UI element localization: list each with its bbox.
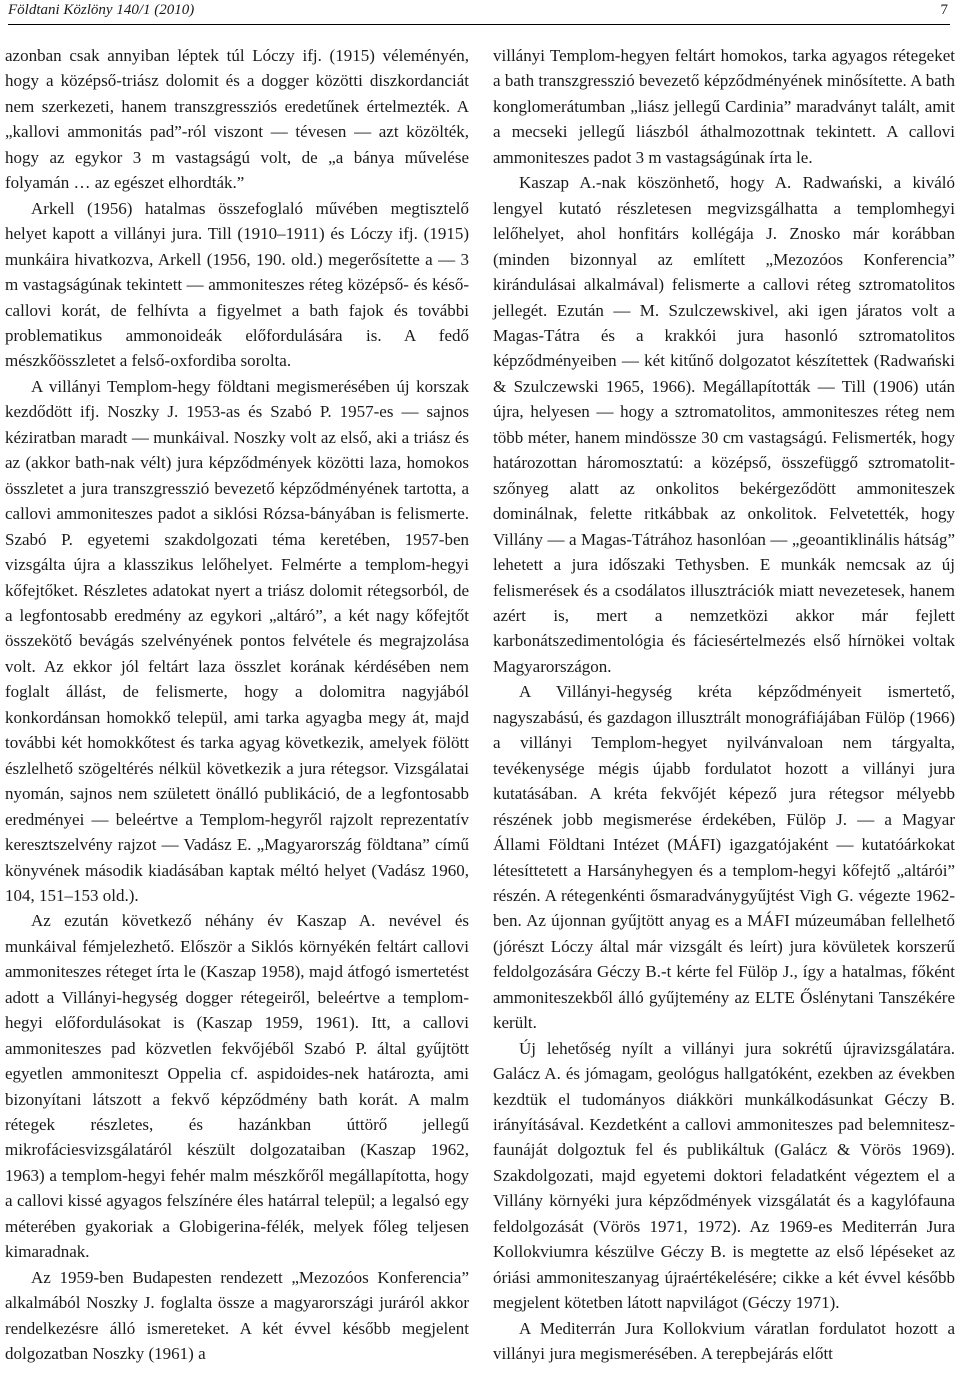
page-header: [8, 2, 950, 25]
left-paragraph-4: Az ezután következő néhány év Kaszap A. nevével és munkáival fémjelezhető. Először a Siklós környékén feltárt callovi ammoniteszes réteget írta le (Kaszap 1958), majd átfogó ismertetést adott a Villányi-hegység dogger rétegeiről, beleértve a templom-hegyi előfordulásokat is (Kaszap 1959, 1961). Itt, a callovi ammoniteszes pad közvetlen fekvőjéből Szabó P. által gyűjtött egyetlen ammoniteszt Oppelia cf. aspidoides-nek határozta, ami bizonyítani látszott a fekvő képződmény bath korát. A malm rétegek részletes, és hazánkban úttörő jellegű mikrofáciesvizsgálatáról készült dolgozataiban (Kaszap 1962, 1963) a templom-hegyi fehér malm mészkőről megállapította, hogy a callovi kissé agyagos felszínére éles határral települ; a legalsó egy méterében gyakoriak a Globigerina-félék, melyek főleg teljesen kimaradnak.: [5, 911, 469, 1262]
journal-title: Földtani Közlöny 140/1 (2010): [8, 2, 195, 18]
left-paragraph-2: Arkell (1956) hatalmas összefoglaló művében megtisztelő helyet kapott a villányi jura. Till (1910–1911) és Lóczy ifj. (1915) munkáira hivatkozva, Arkell (1956, 190. old.) megerősítette a — 3 m vastagságúnak tekintett — ammoniteszes réteg középső- és késő-callovi korát, de felhívta a figyelmet a bath fajok és további problematikus ammonoideák előfordulására is. A fedő mészkőösszletet a felső-oxfordiba sorolta.: [5, 198, 469, 371]
right-column: [493, 43, 955, 1367]
left-column: [5, 43, 469, 1367]
right-paragraph-3: A Villányi-hegység kréta képződményeit ismertető, nagyszabású, és gazdagon illusztrált monográfiájában Fülöp (1966) a villányi Templom-hegyet nyilvánvaloan nem tárgyalta, tevékenysége mégis újabb fordulatot hozott a villányi jura kutatásában. A kréta fekvőjét képező jura rétegsor mélyebb részének jobb megismerése érdekében, Fülöp J. — a Magyar Állami Földtani Intézet (MÁFI) igazgatójaként — kutatóárkokat létesíttetett a Harsányhegyen és a templom-hegyi kőfejtő „altárói” részén. A rétegenkénti ősmaradványgyűjtést Vigh G. végezte 1962-ben. Az újonnan gyűjtött anyag es a MÁFI múzeumában fellelhető (jórészt Lóczy által már vizsgált és leírt) jura kövületek korszerű feldolgozására Géczy B.-t kérte fel Fülöp J., így a hatalmas, főként ammoniteszekből álló gyűjtemény az ELTE Őslénytani Tanszékére került.: [493, 682, 955, 1033]
left-paragraph-3: A villányi Templom-hegy földtani megismerésében új korszak kezdődött ifj. Noszky J. 1953-as és Szabó P. 1957-es — sajnos kéziratban maradt — munkáival. Noszky volt az első, aki a triász és az (akkor bath-nak vélt) jura képződmények közötti laza, homokos összletet a jura transzgresszió bevezető képződményének tartotta, a callovi ammoniteszes padot a siklósi Rózsa-bányában is felismerte. Szabó P. egyetemi szakdolgozati téma keretében, 1957-ben vizsgálta újra a klasszikus lelőhelyet. Felmérte a templom-hegyi kőfejtőket. Részletes adatokat nyert a triász dolomit rétegsorból, de a legfontosabb eredmény az egykori „altáró”, a két nagy kőfejtőt összekötő bevágás szelvényének pontos felvétele és megrajzolása volt. Az ekkor jól feltárt laza összlet korának kérdésében nem foglalt állást, de felismerte, hogy a dolomitra nagyjából konkordánsan homokkő települ, ami tarka agyagba megy át, majd további két homokkőtest és tarka agyag következik, amelyek fölött észlelhető szögeltérés nélkül következik a jura rétegsor. Vizsgálatai nyomán, sajnos nem született önálló publikáció, de a legfontosabb eredményei — beleértve a Templom-hegyről rajzolt reprezentatív keresztszelvény rajzot — Vadász E. „Magyarország földtana” című könyvének második kiadásában kaptak méltó helyet (Vadász 1960, 104, 151–153 old.).: [5, 376, 469, 905]
left-paragraph-5: Az 1959-ben Budapesten rendezett „Mezozóos Konferencia” alkalmából Noszky J. foglalta össze a magyarországi juráról akkor rendelkezésre álló ismereteket. A két évvel később megjelent dolgozatban Noszky (1961) a: [5, 1267, 469, 1364]
right-paragraph-2: Kaszap A.-nak köszönhető, hogy A. Radwański, a kiváló lengyel kutató részletesen megvizsgálhatta a templomhegyi lelőhelyet, ahol honfitárs kollégája J. Znosko már korábban (minden bizonnyal az említett „Mezozóos Konferencia” kirándulásai alkalmával) felismerte a callovi réteg sztromatolitos jellegét. Ezután — M. Szulczewskivel, aki igen járatos volt a Magas-Tátra és a krakkói jura hasonló sztromatolitos képződményeiben — két kitűnő dolgozatot készítettek (Radwański & Szulczewski 1965, 1966). Megállapították — Till (1906) után újra, helyesen — hogy a sztromatolitos, ammoniteszes réteg nem több méter, hanem mindössze 30 cm vastagságú. Felismerték, hogy határozottan háromosztatú: a középső, összefüggő sztromatolit-szőnyeg alatt az onkolitos bekérgeződött ammoniteszek dominálnak, felette ritkábbak az onkolitok. Felvetették, hogy Villány — a Magas-Tátrához hasonlóan — „geoantiklinális hátság” lehetett a jura időszaki Tethysben. E munkák nemcsak az új felismerések és a csodálatos illusztrációk miatt nevezetesek, hanem azért is, mert a nemzetközi akkor már fejlett karbonátszedimentológia és fáciesértelmezés első hírnökei voltak Magyarországon.: [493, 173, 955, 676]
right-paragraph-1: villányi Templom-hegyen feltárt homokos, tarka agyagos rétegeket a bath transzgresszió bevezető képződményének minősítette. A bath konglomerátumban „liász jellegű Cardinia” maradványt talált, amit a mecseki jellegű liászból áthalmozottnak tekintett. A callovi ammoniteszes padot 3 m vastagságúnak írta le.: [493, 46, 955, 167]
left-paragraph-1: azonban csak annyiban léptek túl Lóczy ifj. (1915) véleményén, hogy a középső-triász dolomit és a dogger közötti diszkordanciát nem szerkezeti, hanem transzgressziós eredetűnek értelmezték. A „kallovi ammonitás pad”-ról viszont — tévesen — azt közölték, hogy az egykor 3 m vastagságú volt, de „a bánya művelése folyamán … az egészet elhordták.”: [5, 46, 469, 193]
right-paragraph-5: A Mediterrán Jura Kollokvium váratlan fordulatot hozott a villányi jura megismerésében. A terepbejárás előtt: [493, 1318, 955, 1364]
page-number: 7: [940, 2, 948, 18]
right-paragraph-4: Új lehetőség nyílt a villányi jura sokrétű újravizsgálatára. Galácz A. és jómagam, geológus hallgatóként, ezekben az években kezdtük el tudományos diákköri munkálkodásunkat Géczy B. irányításával. Kezdetként a callovi ammoniteszes pad belemnitesz-faunáját dolgoztuk fel és publikáltuk (Galácz & Vörös 1969). Szakdolgozati, majd egyetemi doktori feladatként végeztem el a Villány környéki jura képződmények vizsgálatát és a kagylófauna feldolgozását (Vörös 1971, 1972). Az 1969-es Mediterrán Jura Kollokviumra készülve Géczy B. is megtette az első lépéseket az óriási ammoniteszanyag újraértékelésére; cikke a két évvel később megjelent kötetben látott napvilágot (Géczy 1971).: [493, 1038, 955, 1313]
